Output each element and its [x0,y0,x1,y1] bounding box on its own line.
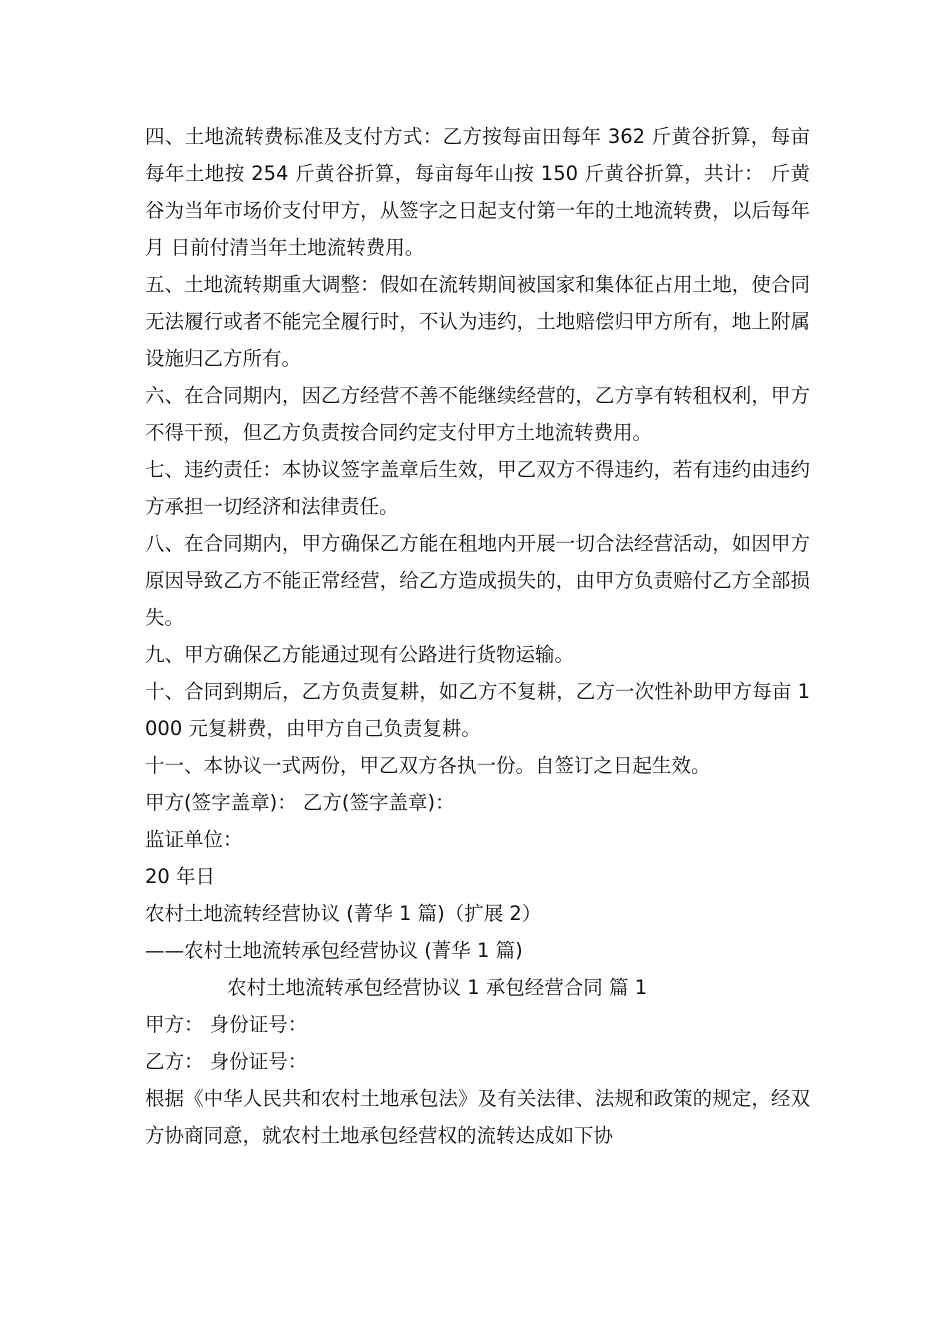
clause-4: 四、土地流转费标准及支付方式：乙方按每亩田每年 362 斤黄谷折算，每亩每年土地按 254 斤黄谷折算，每亩每年山按 150 斤黄谷折算，共计： 斤黄谷为当年市场价支付甲方，从签字之日起支付第一年的土地流转费，以后每年 月 日前付清当年土地流转费用。 [145,125,810,259]
clause-10: 十、合同到期后，乙方负责复耕，如乙方不复耕，乙方一次性补助甲方每亩 1000 元复耕费，由甲方自己负责复耕。 [145,680,810,740]
clause-9: 九、甲方确保乙方能通过现有公路进行货物运输。 [145,643,575,666]
date-line: 20 年日 [145,865,216,888]
clause-11: 十一、本协议一式两份，甲乙双方各执一份。自签订之日起生效。 [145,754,711,777]
section-title: 农村土地流转承包经营协议 1 承包经营合同 篇 1 [227,976,648,999]
extension-subtitle: ——农村土地流转承包经营协议 (菁华 1 篇) [145,939,523,962]
clause-6: 六、在合同期内，因乙方经营不善不能继续经营的，乙方享有转租权利，甲方不得干预，但乙方负责按合同约定支付甲方土地流转费用。 [145,384,810,444]
extension-title: 农村土地流转经营协议 (菁华 1 篇)（扩展 2） [145,902,542,925]
party-b-line: 乙方： 身份证号： [145,1050,308,1073]
clause-7: 七、违约责任：本协议签字盖章后生效，甲乙双方不得违约，若有违约由违约方承担一切经济和法律责任。 [145,458,810,518]
witness-unit: 监证单位： [145,828,243,851]
clause-8: 八、在合同期内，甲方确保乙方能在租地内开展一切合法经营活动，如因甲方原因导致乙方不能正常经营，给乙方造成损失的，由甲方负责赔付乙方全部损失。 [145,532,810,629]
document-body [145,118,810,1154]
clause-5: 五、土地流转期重大调整：假如在流转期间被国家和集体征占用土地，使合同无法履行或者不能完全履行时，不认为违约，土地赔偿归甲方所有，地上附属设施归乙方所有。 [145,273,810,370]
signature-line: 甲方(签字盖章)： 乙方(签字盖章)： [145,791,455,814]
intro-paragraph: 根据《中华人民共和农村土地承包法》及有关法律、法规和政策的规定，经双方协商同意，就农村土地承包经营权的流转达成如下协 [145,1087,810,1147]
party-a-line: 甲方： 身份证号： [145,1013,308,1036]
